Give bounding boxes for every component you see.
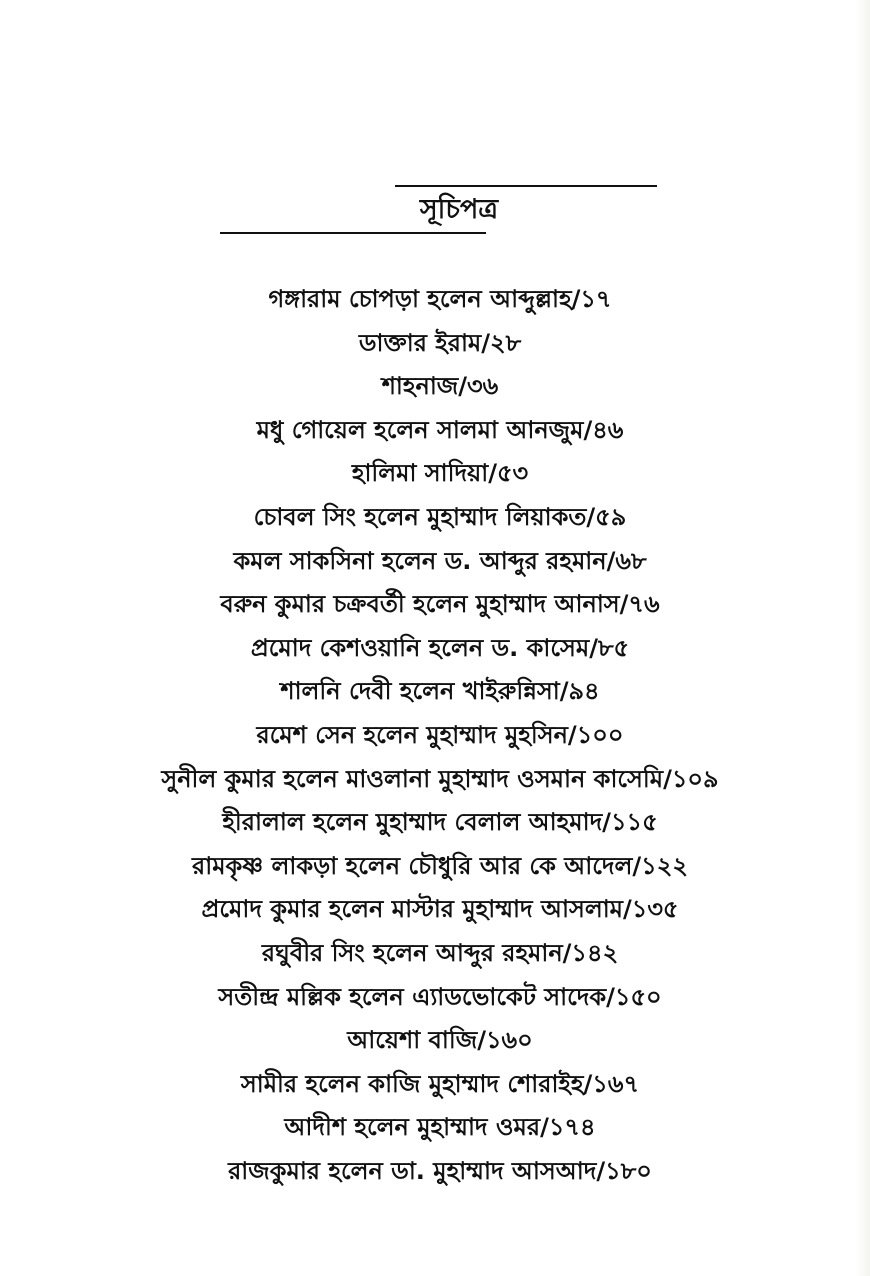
contents-entry: আদীশ হলেন মুহাম্মাদ ওমর/১৭৪ <box>284 1113 596 1142</box>
contents-title: সূচিপত্র <box>419 194 499 225</box>
contents-entry: মধু গোয়েল হলেন সালমা আনজুম/৪৬ <box>256 415 624 444</box>
contents-entry: চোবল সিং হলেন মুহাম্মাদ লিয়াকত/৫৯ <box>253 502 627 531</box>
contents-entry: সতীন্দ্র মল্লিক হলেন এ্যাডভোকেট সাদেক/১৫০ <box>218 982 662 1011</box>
contents-entry: সুনীল কুমার হলেন মাওলানা মুহাম্মাদ ওসমান কাসেমি/১০৯ <box>161 764 719 793</box>
contents-entry: শাহনাজ/৩৬ <box>381 372 499 401</box>
contents-entry: প্রমোদ কেশওয়ানি হলেন ড. কাসেম/৮৫ <box>250 633 630 662</box>
contents-entry: সামীর হলেন কাজি মুহাম্মাদ শোরাইহ/১৬৭ <box>240 1069 640 1098</box>
contents-entry: রাজকুমার হলেন ডা. মুহাম্মাদ আসআদ/১৮০ <box>228 1156 652 1185</box>
contents-entry: রঘুবীর সিং হলেন আব্দুর রহমান/১৪২ <box>261 938 619 967</box>
contents-entry: রমেশ সেন হলেন মুহাম্মাদ মুহসিন/১০০ <box>256 720 624 749</box>
contents-entry: বরুন কুমার চক্রবর্তী হলেন মুহাম্মাদ আনাস/৭৬ <box>220 590 660 619</box>
contents-entry: হালিমা সাদিয়া/৫৩ <box>351 459 529 488</box>
contents-entry: শালনি দেবী হলেন খাইরুন্নিসা/৯৪ <box>280 677 600 706</box>
contents-entry: গঙ্গারাম চোপড়া হলেন আব্দুল্লাহ/১৭ <box>268 285 612 313</box>
contents-entry: কমল সাকসিনা হলেন ড. আব্দুর রহমান/৬৮ <box>233 546 647 575</box>
contents-entry: হীরালাল হলেন মুহাম্মাদ বেলাল আহমাদ/১১৫ <box>222 808 658 837</box>
contents-entry: প্রমোদ কুমার হলেন মাস্টার মুহাম্মাদ আসলাম/১৩৫ <box>201 895 679 924</box>
contents-list <box>0 278 870 1193</box>
title-rule-top <box>395 185 657 187</box>
title-rule-bottom <box>220 232 486 234</box>
contents-entry: রামকৃষ্ণ লাকড়া হলেন চৌধুরি আর কে আদেল/১২২ <box>192 851 688 880</box>
contents-entry: আয়েশা বাজি/১৬০ <box>347 1026 533 1055</box>
contents-entry: ডাক্তার ইরাম/২৮ <box>358 328 522 357</box>
